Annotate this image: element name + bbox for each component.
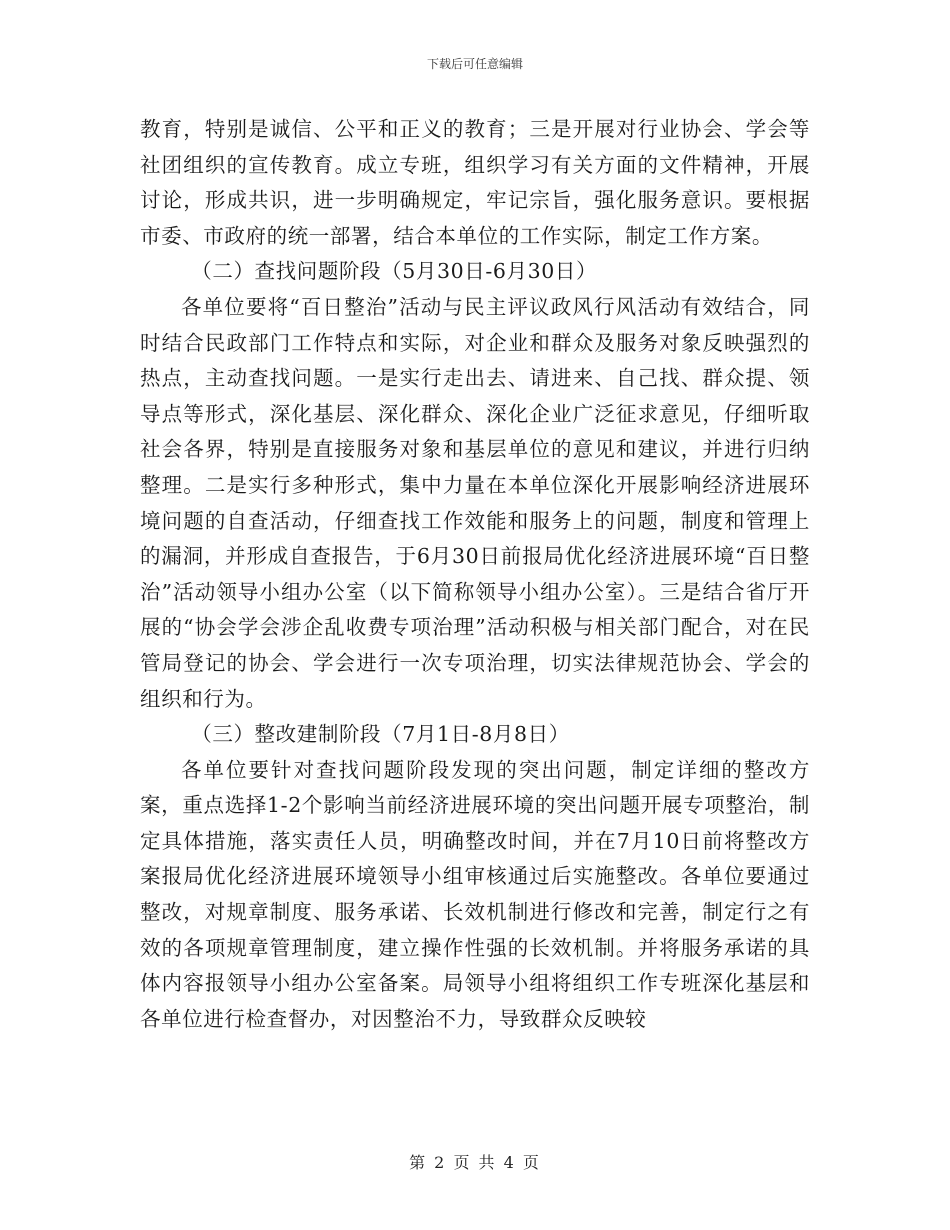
paragraph: 各单位要针对查找问题阶段发现的突出问题，制定详细的整改方案，重点选择1-2个影响当前经济进展环境的突出问题开展专项整治，制定具体措施，落实责任人员，明确整改时间，并在7月10日前将整改方案报局优化经济进展环境领导小组审核通过后实施整改。各单位要通过整改，对规章制度、服务承诺、长效机制进行修改和完善，制定行之有效的各项规章管理制度，建立操作性强的长效机制。并将服务承诺的具体内容报领导小组办公室备案。局领导小组将组织工作专班深化基层和各单位进行检查督办，对因整治不力，导致群众反映较 <box>140 757 810 1031</box>
page-header-note: 下载后可任意编辑 <box>426 57 523 71</box>
document-body <box>140 112 810 1037</box>
section-heading: （二）查找问题阶段（5月30日-6月30日） <box>191 259 598 284</box>
paragraph: 教育，特别是诚信、公平和正义的教育；三是开展对行业协会、学会等社团组织的宣传教育。成立专班，组织学习有关方面的文件精神，开展讨论，形成共识，进一步明确规定，牢记宗旨，强化服务意识。要根据市委、市政府的统一部署，结合本单位的工作实际，制定工作方案。 <box>140 117 810 248</box>
paragraph: 各单位要将“百日整治”活动与民主评议政风行风活动有效结合，同时结合民政部门工作特点和实际，对企业和群众及服务对象反映强烈的热点，主动查找问题。一是实行走出去、请进来、自己找、群众提、领导点等形式，深化基层、深化群众、深化企业广泛征求意见，仔细听取社会各界，特别是直接服务对象和基层单位的意见和建议，并进行归纳整理。二是实行多种形式，集中力量在本单位深化开展影响经济进展环境问题的自查活动，仔细查找工作效能和服务上的问题，制度和管理上的漏洞，并形成自查报告，于6月30日前报局优化经济进展环境“百日整治”活动领导小组办公室（以下简称领导小组办公室）。三是结合省厅开展的“协会学会涉企乱收费专项治理”活动积极与相关部门配合，对在民管局登记的协会、学会进行一次专项治理，切实法律规范协会、学会的组织和行为。 <box>140 294 811 711</box>
page-number: 第 2 页 共 4 页 <box>409 1153 541 1172</box>
section-heading: （三）整改建制阶段（7月1日-8月8日） <box>191 722 570 747</box>
